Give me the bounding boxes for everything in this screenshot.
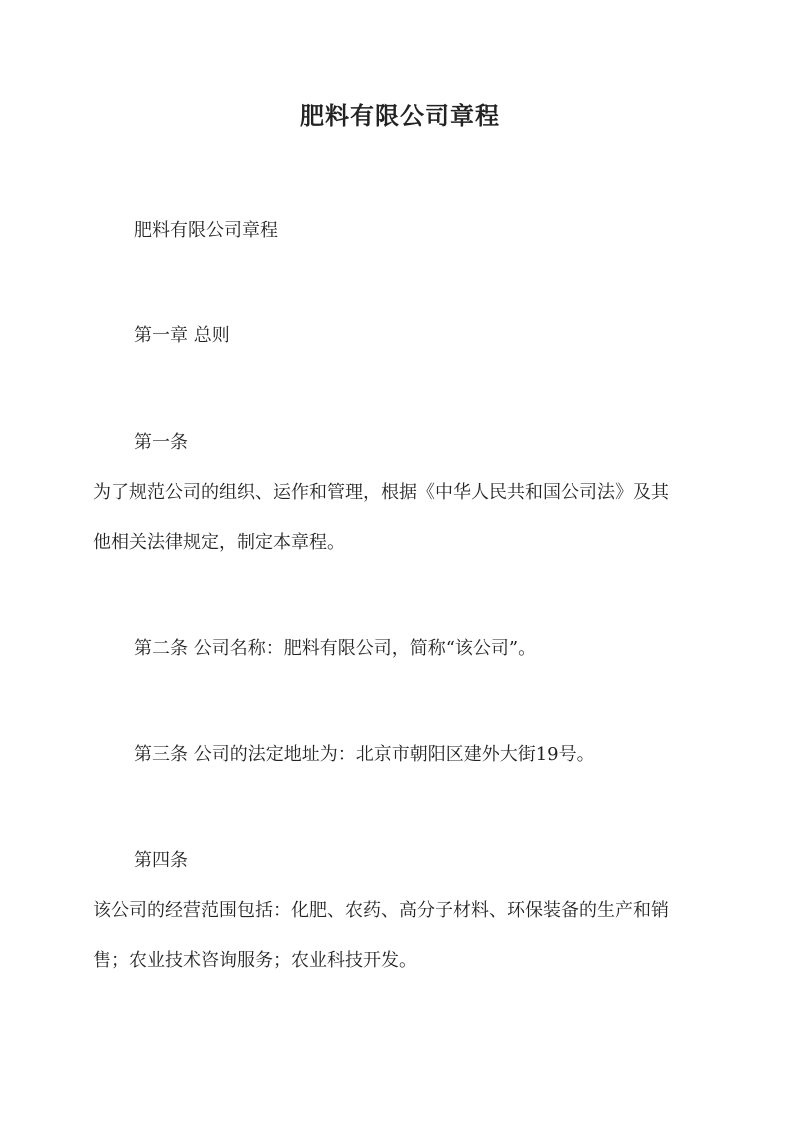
article-4-text-line-1: 该公司的经营范围包括：化肥、农药、高分子材料、环保装备的生产和销 [93, 900, 669, 921]
article-4-text-line-2: 售；农业技术咨询服务；农业科技开发。 [93, 950, 417, 971]
article-1-text-line-1: 为了规范公司的组织、运作和管理，根据《中华人民共和国公司法》及其 [93, 482, 669, 503]
article-2: 第二条 公司名称：肥料有限公司，简称“该公司”。 [134, 638, 537, 659]
page-title: 肥料有限公司章程 [300, 101, 500, 130]
document-heading: 肥料有限公司章程 [134, 220, 278, 241]
article-1-text-line-2: 他相关法律规定，制定本章程。 [93, 532, 345, 553]
article-4-label: 第四条 [134, 850, 188, 871]
article-3: 第三条 公司的法定地址为：北京市朝阳区建外大街19号。 [134, 744, 595, 765]
article-1-label: 第一条 [134, 432, 188, 453]
chapter-heading: 第一章 总则 [134, 325, 230, 346]
